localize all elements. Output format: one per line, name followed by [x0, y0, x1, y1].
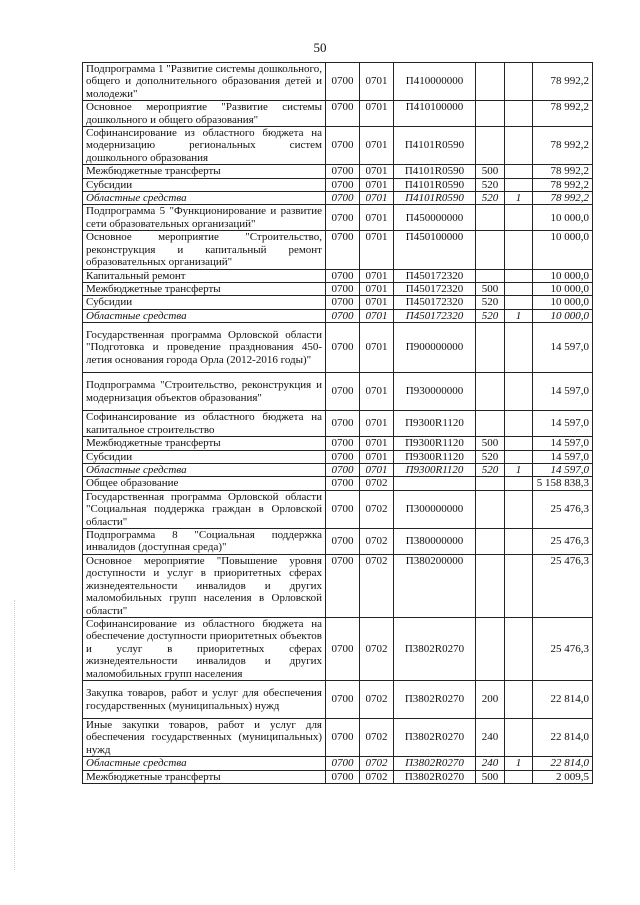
- row-subsection-code: 0701: [360, 192, 394, 205]
- row-name: Подпрограмма 1 "Развитие системы дошкольного, общего и дополнительного образования детей и молодежи": [83, 63, 326, 101]
- row-expense-type: 520: [476, 450, 505, 463]
- row-funding-source: [505, 323, 533, 373]
- row-name: Межбюджетные трансферты: [83, 165, 326, 178]
- row-target-article: П930000000: [394, 373, 476, 411]
- row-target-article: П3802R0270: [394, 618, 476, 681]
- row-subsection-code: 0702: [360, 477, 394, 490]
- row-funding-source: [505, 205, 533, 231]
- row-section-code: 0700: [326, 231, 360, 269]
- table-row: [83, 618, 593, 681]
- table-row: [83, 450, 593, 463]
- row-amount: 22 814,0: [533, 719, 593, 757]
- row-name: Подпрограмма 5 "Функционирование и развитие сети образовательных организаций": [83, 205, 326, 231]
- row-subsection-code: 0701: [360, 165, 394, 178]
- row-expense-type: [476, 269, 505, 282]
- row-expense-type: [476, 101, 505, 127]
- row-subsection-code: 0701: [360, 282, 394, 295]
- table-row: [83, 411, 593, 437]
- row-target-article: П4101R0590: [394, 178, 476, 191]
- table-row: [83, 770, 593, 783]
- table-row: [83, 269, 593, 282]
- row-name: Софинансирование из областного бюджета на модернизацию региональных систем дошкольного образования: [83, 127, 326, 165]
- table-row: [83, 282, 593, 295]
- row-subsection-code: 0702: [360, 618, 394, 681]
- row-target-article: П410000000: [394, 63, 476, 101]
- row-subsection-code: 0701: [360, 178, 394, 191]
- row-name: Межбюджетные трансферты: [83, 770, 326, 783]
- row-section-code: 0700: [326, 450, 360, 463]
- row-expense-type: [476, 231, 505, 269]
- row-name: Субсидии: [83, 450, 326, 463]
- row-section-code: 0700: [326, 323, 360, 373]
- row-funding-source: 1: [505, 309, 533, 322]
- row-amount: 10 000,0: [533, 282, 593, 295]
- row-subsection-code: 0702: [360, 770, 394, 783]
- row-amount: 10 000,0: [533, 205, 593, 231]
- table-row: [83, 554, 593, 617]
- row-expense-type: 520: [476, 296, 505, 309]
- row-target-article: П450172320: [394, 282, 476, 295]
- row-section-code: 0700: [326, 373, 360, 411]
- row-amount: 78 992,2: [533, 178, 593, 191]
- row-target-article: [394, 477, 476, 490]
- row-section-code: 0700: [326, 490, 360, 528]
- row-subsection-code: 0701: [360, 101, 394, 127]
- row-target-article: П450172320: [394, 296, 476, 309]
- row-section-code: 0700: [326, 101, 360, 127]
- row-name: Софинансирование из областного бюджета на обеспечение доступности приоритетных объектов и услуг в приоритетных сферах жизнедеятельности инвалидов и других маломобильных групп населения: [83, 618, 326, 681]
- row-funding-source: [505, 437, 533, 450]
- row-name: Основное мероприятие "Строительство, реконструкция и капитальный ремонт образовательных организаций": [83, 231, 326, 269]
- row-expense-type: 500: [476, 282, 505, 295]
- table-row: [83, 528, 593, 554]
- row-name: Софинансирование из областного бюджета на капитальное строительство: [83, 411, 326, 437]
- table-row: [83, 757, 593, 770]
- row-subsection-code: 0701: [360, 269, 394, 282]
- row-subsection-code: 0701: [360, 309, 394, 322]
- row-expense-type: [476, 373, 505, 411]
- row-subsection-code: 0701: [360, 296, 394, 309]
- table-row: [83, 101, 593, 127]
- row-target-article: П9300R1120: [394, 463, 476, 476]
- row-section-code: 0700: [326, 437, 360, 450]
- table-row: [83, 719, 593, 757]
- row-amount: 14 597,0: [533, 463, 593, 476]
- row-name: Субсидии: [83, 178, 326, 191]
- row-amount: 10 000,0: [533, 231, 593, 269]
- row-target-article: П450100000: [394, 231, 476, 269]
- row-expense-type: 520: [476, 463, 505, 476]
- row-amount: 25 476,3: [533, 490, 593, 528]
- row-funding-source: [505, 477, 533, 490]
- row-funding-source: [505, 165, 533, 178]
- row-target-article: П450172320: [394, 309, 476, 322]
- row-funding-source: 1: [505, 192, 533, 205]
- row-target-article: П3802R0270: [394, 719, 476, 757]
- row-target-article: П4101R0590: [394, 165, 476, 178]
- table-row: [83, 437, 593, 450]
- row-section-code: 0700: [326, 681, 360, 719]
- row-amount: 78 992,2: [533, 165, 593, 178]
- row-name: Областные средства: [83, 757, 326, 770]
- row-amount: 14 597,0: [533, 373, 593, 411]
- row-expense-type: [476, 477, 505, 490]
- row-section-code: 0700: [326, 477, 360, 490]
- row-funding-source: 1: [505, 463, 533, 476]
- row-subsection-code: 0702: [360, 554, 394, 617]
- table-row: [83, 127, 593, 165]
- row-name: Областные средства: [83, 309, 326, 322]
- row-funding-source: [505, 178, 533, 191]
- row-expense-type: 500: [476, 437, 505, 450]
- row-amount: 25 476,3: [533, 528, 593, 554]
- row-target-article: П300000000: [394, 490, 476, 528]
- row-expense-type: 240: [476, 757, 505, 770]
- row-expense-type: 500: [476, 770, 505, 783]
- row-section-code: 0700: [326, 309, 360, 322]
- row-expense-type: [476, 528, 505, 554]
- row-name: Областные средства: [83, 463, 326, 476]
- row-subsection-code: 0702: [360, 681, 394, 719]
- row-amount: 22 814,0: [533, 757, 593, 770]
- row-subsection-code: 0701: [360, 205, 394, 231]
- row-target-article: П450172320: [394, 269, 476, 282]
- row-subsection-code: 0701: [360, 373, 394, 411]
- row-expense-type: [476, 127, 505, 165]
- budget-table: [82, 62, 593, 784]
- row-funding-source: [505, 554, 533, 617]
- row-target-article: П9300R1120: [394, 437, 476, 450]
- row-section-code: 0700: [326, 127, 360, 165]
- row-section-code: 0700: [326, 554, 360, 617]
- row-funding-source: [505, 681, 533, 719]
- row-funding-source: [505, 450, 533, 463]
- table-row: [83, 477, 593, 490]
- table-row: [83, 681, 593, 719]
- row-funding-source: [505, 618, 533, 681]
- row-funding-source: [505, 127, 533, 165]
- scan-edge-marks: [14, 600, 19, 870]
- row-expense-type: [476, 618, 505, 681]
- row-funding-source: [505, 770, 533, 783]
- row-amount: 78 992,2: [533, 63, 593, 101]
- row-subsection-code: 0701: [360, 463, 394, 476]
- row-amount: 10 000,0: [533, 269, 593, 282]
- row-name: Общее образование: [83, 477, 326, 490]
- row-expense-type: [476, 323, 505, 373]
- row-expense-type: [476, 554, 505, 617]
- row-target-article: П380000000: [394, 528, 476, 554]
- row-section-code: 0700: [326, 192, 360, 205]
- row-expense-type: 520: [476, 192, 505, 205]
- row-funding-source: [505, 373, 533, 411]
- row-amount: 25 476,3: [533, 554, 593, 617]
- row-amount: 78 992,2: [533, 101, 593, 127]
- row-target-article: П3802R0270: [394, 757, 476, 770]
- row-funding-source: [505, 63, 533, 101]
- table-row: [83, 323, 593, 373]
- row-funding-source: [505, 296, 533, 309]
- row-subsection-code: 0701: [360, 127, 394, 165]
- row-section-code: 0700: [326, 463, 360, 476]
- row-name: Подпрограмма 8 "Социальная поддержка инвалидов (доступная среда)": [83, 528, 326, 554]
- table-row: [83, 309, 593, 322]
- row-target-article: П3802R0270: [394, 770, 476, 783]
- row-amount: 14 597,0: [533, 437, 593, 450]
- row-subsection-code: 0702: [360, 528, 394, 554]
- row-funding-source: [505, 411, 533, 437]
- table-row: [83, 165, 593, 178]
- row-expense-type: [476, 490, 505, 528]
- row-funding-source: [505, 528, 533, 554]
- row-funding-source: [505, 269, 533, 282]
- row-name: Субсидии: [83, 296, 326, 309]
- row-section-code: 0700: [326, 282, 360, 295]
- row-subsection-code: 0702: [360, 490, 394, 528]
- row-amount: 5 158 838,3: [533, 477, 593, 490]
- row-expense-type: 520: [476, 309, 505, 322]
- row-target-article: П3802R0270: [394, 681, 476, 719]
- row-amount: 78 992,2: [533, 192, 593, 205]
- row-section-code: 0700: [326, 178, 360, 191]
- row-expense-type: 200: [476, 681, 505, 719]
- table-row: [83, 373, 593, 411]
- row-section-code: 0700: [326, 411, 360, 437]
- row-subsection-code: 0701: [360, 411, 394, 437]
- row-funding-source: [505, 490, 533, 528]
- row-expense-type: 520: [476, 178, 505, 191]
- row-target-article: П410100000: [394, 101, 476, 127]
- row-subsection-code: 0701: [360, 231, 394, 269]
- row-expense-type: [476, 411, 505, 437]
- row-target-article: П900000000: [394, 323, 476, 373]
- row-subsection-code: 0701: [360, 437, 394, 450]
- row-subsection-code: 0701: [360, 323, 394, 373]
- table-row: [83, 296, 593, 309]
- row-target-article: П9300R1120: [394, 411, 476, 437]
- row-amount: 10 000,0: [533, 296, 593, 309]
- row-funding-source: [505, 282, 533, 295]
- row-name: Подпрограмма "Строительство, реконструкция и модернизация объектов образования": [83, 373, 326, 411]
- row-amount: 25 476,3: [533, 618, 593, 681]
- row-name: Иные закупки товаров, работ и услуг для обеспечения государственных (муниципальных) нужд: [83, 719, 326, 757]
- row-expense-type: 500: [476, 165, 505, 178]
- row-amount: 14 597,0: [533, 411, 593, 437]
- table-row: [83, 231, 593, 269]
- row-subsection-code: 0701: [360, 63, 394, 101]
- row-section-code: 0700: [326, 757, 360, 770]
- row-target-article: П4101R0590: [394, 192, 476, 205]
- table-row: [83, 178, 593, 191]
- row-expense-type: [476, 205, 505, 231]
- row-subsection-code: 0701: [360, 450, 394, 463]
- row-subsection-code: 0702: [360, 719, 394, 757]
- row-expense-type: [476, 63, 505, 101]
- row-name: Государственная программа Орловской области "Социальная поддержка граждан в Орловской области": [83, 490, 326, 528]
- row-section-code: 0700: [326, 205, 360, 231]
- row-section-code: 0700: [326, 770, 360, 783]
- row-expense-type: 240: [476, 719, 505, 757]
- row-section-code: 0700: [326, 296, 360, 309]
- page-number: 50: [313, 40, 327, 55]
- row-name: Основное мероприятие "Повышение уровня доступности и услуг в приоритетных сферах жизнедеятельности инвалидов и других маломобильных групп населения в Орловской области": [83, 554, 326, 617]
- table-row: [83, 205, 593, 231]
- row-target-article: П4101R0590: [394, 127, 476, 165]
- row-name: Основное мероприятие "Развитие системы дошкольного и общего образования": [83, 101, 326, 127]
- row-name: Капитальный ремонт: [83, 269, 326, 282]
- row-amount: 78 992,2: [533, 127, 593, 165]
- row-name: Областные средства: [83, 192, 326, 205]
- row-name: Межбюджетные трансферты: [83, 282, 326, 295]
- row-name: Закупка товаров, работ и услуг для обеспечения государственных (муниципальных) нужд: [83, 681, 326, 719]
- row-funding-source: 1: [505, 757, 533, 770]
- row-funding-source: [505, 101, 533, 127]
- row-section-code: 0700: [326, 269, 360, 282]
- row-amount: 22 814,0: [533, 681, 593, 719]
- row-amount: 14 597,0: [533, 323, 593, 373]
- row-amount: 10 000,0: [533, 309, 593, 322]
- row-funding-source: [505, 719, 533, 757]
- row-target-article: П450000000: [394, 205, 476, 231]
- table-row: [83, 490, 593, 528]
- row-section-code: 0700: [326, 63, 360, 101]
- row-subsection-code: 0702: [360, 757, 394, 770]
- row-target-article: П9300R1120: [394, 450, 476, 463]
- table-row: [83, 63, 593, 101]
- row-section-code: 0700: [326, 719, 360, 757]
- row-name: Межбюджетные трансферты: [83, 437, 326, 450]
- row-target-article: П380200000: [394, 554, 476, 617]
- row-funding-source: [505, 231, 533, 269]
- row-section-code: 0700: [326, 618, 360, 681]
- row-section-code: 0700: [326, 165, 360, 178]
- row-section-code: 0700: [326, 528, 360, 554]
- row-amount: 2 009,5: [533, 770, 593, 783]
- row-amount: 14 597,0: [533, 450, 593, 463]
- table-row: [83, 192, 593, 205]
- row-name: Государственная программа Орловской области "Подготовка и проведение празднования 450-летия основания города Орла (2012-2016 годы)": [83, 323, 326, 373]
- table-row: [83, 463, 593, 476]
